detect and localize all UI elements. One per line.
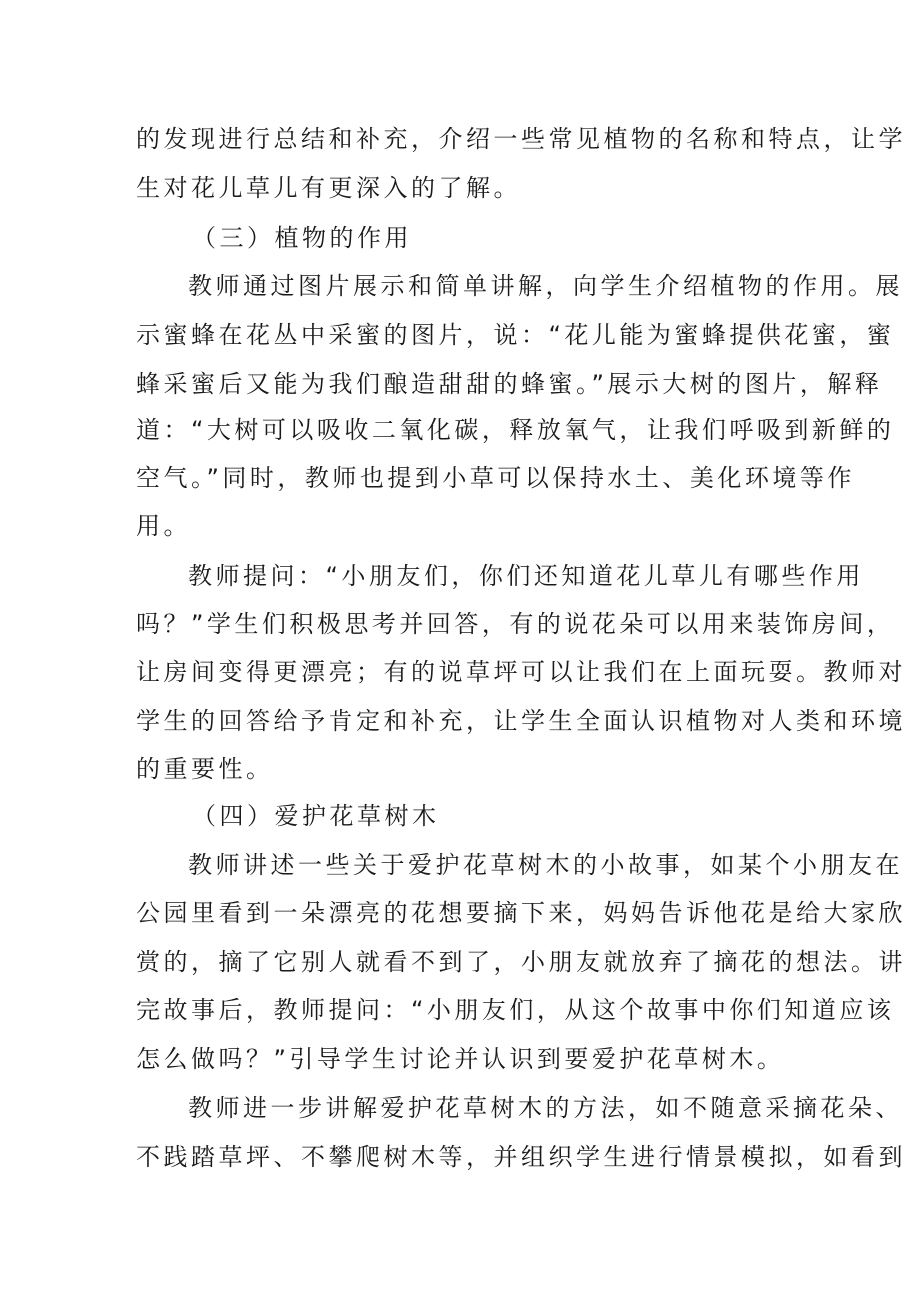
section-heading-3: （三）植物的作用: [192, 224, 412, 252]
text-line: 的重要性。: [136, 755, 274, 783]
text-line: 公园里看到一朵漂亮的花想要摘下来，妈妈告诉他花是给大家欣: [136, 899, 906, 927]
text-line: 学生的回答给予肯定和补充，让学生全面认识植物对人类和环境: [136, 707, 906, 735]
text-line: 道：“大树可以吸收二氧化碳，释放氧气，让我们呼吸到新鲜的: [136, 416, 895, 444]
text-line: 教师通过图片展示和简单讲解，向学生介绍植物的作用。展: [188, 272, 903, 300]
text-line: 不践踏草坪、不攀爬树木等，并组织学生进行情景模拟，如看到: [136, 1143, 906, 1171]
text-line: 生对花儿草儿有更深入的了解。: [136, 174, 521, 202]
text-line: 用。: [136, 512, 191, 540]
text-line: 空气。”同时，教师也提到小草可以保持水土、美化环境等作: [136, 464, 855, 492]
text-line: 的发现进行总结和补充，介绍一些常见植物的名称和特点，让学: [136, 125, 906, 153]
section-heading-4: （四）爱护花草树木: [192, 802, 440, 830]
text-line: 示蜜蜂在花丛中采蜜的图片，说：“花儿能为蜜蜂提供花蜜，蜜: [136, 321, 895, 349]
text-line: 教师提问：“小朋友们，你们还知道花儿草儿有哪些作用: [188, 562, 864, 590]
text-line: 怎么做吗？”引导学生讨论并认识到要爱护花草树木。: [136, 1045, 785, 1073]
text-line: 让房间变得更漂亮；有的说草坪可以让我们在上面玩耍。教师对: [136, 658, 906, 686]
text-line: 赏的，摘了它别人就看不到了，小朋友就放弃了摘花的想法。讲: [136, 948, 906, 976]
text-line: 吗？”学生们积极思考并回答，有的说花朵可以用来装饰房间，: [136, 610, 895, 638]
text-line: 蜂采蜜后又能为我们酿造甜甜的蜂蜜。”展示大树的图片，解释: [136, 370, 883, 398]
text-line: 教师讲述一些关于爱护花草树木的小故事，如某个小朋友在: [188, 851, 903, 879]
text-line: 教师进一步讲解爱护花草树木的方法，如不随意采摘花朵、: [188, 1094, 903, 1122]
text-line: 完故事后，教师提问：“小朋友们，从这个故事中你们知道应该: [136, 996, 895, 1024]
